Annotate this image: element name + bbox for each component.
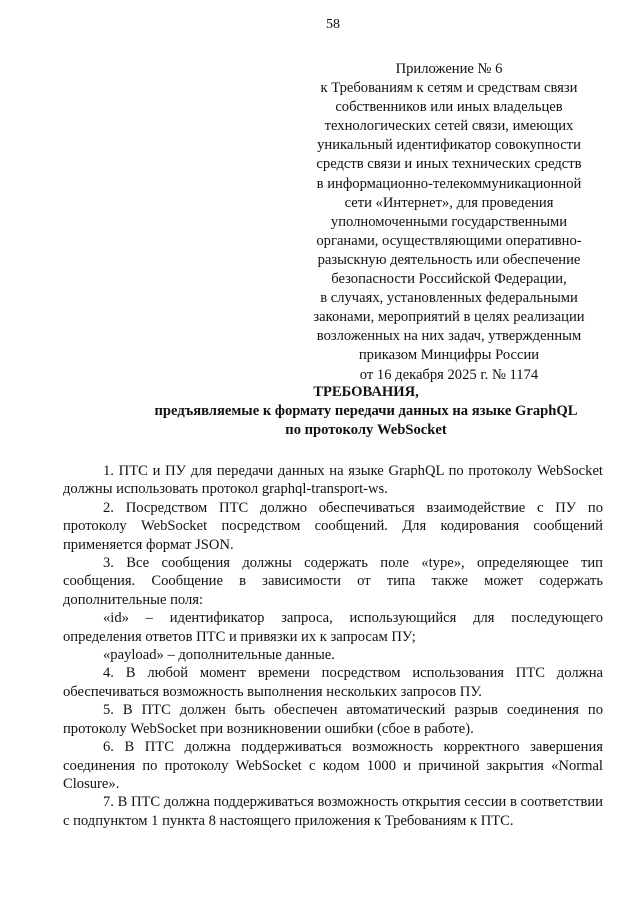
appendix-line: собственников или иных владельцев (335, 99, 563, 116)
appendix-line: в случаях, установленных федеральными (320, 290, 578, 307)
paragraph-4: 4. В любой момент времени посредством использования ПТС должна обеспечиваться возможность выполнения нескольких запросов ПУ. (63, 665, 603, 700)
appendix-header (306, 60, 592, 385)
paragraph-3-payload-field: «payload» – дополнительные данные. (103, 647, 335, 664)
heading-title: ТРЕБОВАНИЯ, (313, 384, 419, 400)
paragraph-6: 6. В ПТС должна поддерживаться возможность корректного завершения соединения по протоколу WebSocket с кодом 1000 и причиной закрытия «Normal Closure». (63, 739, 603, 792)
appendix-line: разыскную деятельность или обеспечение (317, 251, 581, 268)
appendix-line: к Требованиям к сетям и средствам связи (320, 80, 578, 97)
paragraph-2: 2. Посредством ПТС должно обеспечиваться взаимодействие с ПУ по протоколу WebSocket посредством сообщений. Для кодирования сообщений применяется формат JSON. (63, 499, 603, 553)
paragraph-5: 5. В ПТС должен быть обеспечен автоматический разрыв соединения по протоколу WebSocket при возникновении ошибки (сбое в работе). (63, 702, 603, 737)
appendix-line: безопасности Российской Федерации, (331, 271, 567, 288)
appendix-line: средств связи и иных технических средств (316, 156, 582, 173)
paragraph-7: 7. В ПТС должна поддерживаться возможность открытия сессии в соответствии с подпунктом 1 пункта 8 настоящего приложения к Требованиям к ПТС. (63, 794, 603, 829)
appendix-line: органами, осуществляющими оперативно- (316, 232, 582, 249)
appendix-line: технологических сетей связи, имеющих (324, 118, 574, 135)
appendix-line: от 16 декабря 2025 г. № 1174 (359, 366, 539, 383)
appendix-line: сети «Интернет», для проведения (344, 194, 554, 211)
heading-subtitle: предъявляемые к формату передачи данных на языке GraphQL (154, 403, 578, 419)
appendix-line: уникальный идентификатор совокупности (317, 137, 581, 154)
document-heading (66, 383, 640, 440)
page-number: 58 (326, 17, 340, 32)
heading-subtitle: по протоколу WebSocket (285, 422, 447, 438)
document-body (63, 462, 603, 830)
paragraph-1: 1. ПТС и ПУ для передачи данных на языке GraphQL по протоколу WebSocket должны использовать протокол graphql-transport-ws. (63, 463, 603, 498)
appendix-line: Приложение № 6 (395, 61, 503, 77)
paragraph-3-id-field: «id» – идентификатор запроса, использующийся для последующего определения ответов ПТС и привязки их к запросам ПУ; (63, 610, 603, 645)
appendix-line: уполномоченными государственными (330, 213, 568, 230)
appendix-line: возложенных на них задач, утвержденным (316, 328, 582, 345)
appendix-line: в информационно-телекоммуникационной (316, 175, 582, 192)
appendix-line: законами, мероприятий в целях реализации (313, 309, 585, 326)
paragraph-3: 3. Все сообщения должны содержать поле «type», определяющее тип сообщения. Сообщение в зависимости от типа также может содержать дополнительные поля: (63, 555, 603, 608)
appendix-line: приказом Минцифры России (358, 347, 540, 364)
